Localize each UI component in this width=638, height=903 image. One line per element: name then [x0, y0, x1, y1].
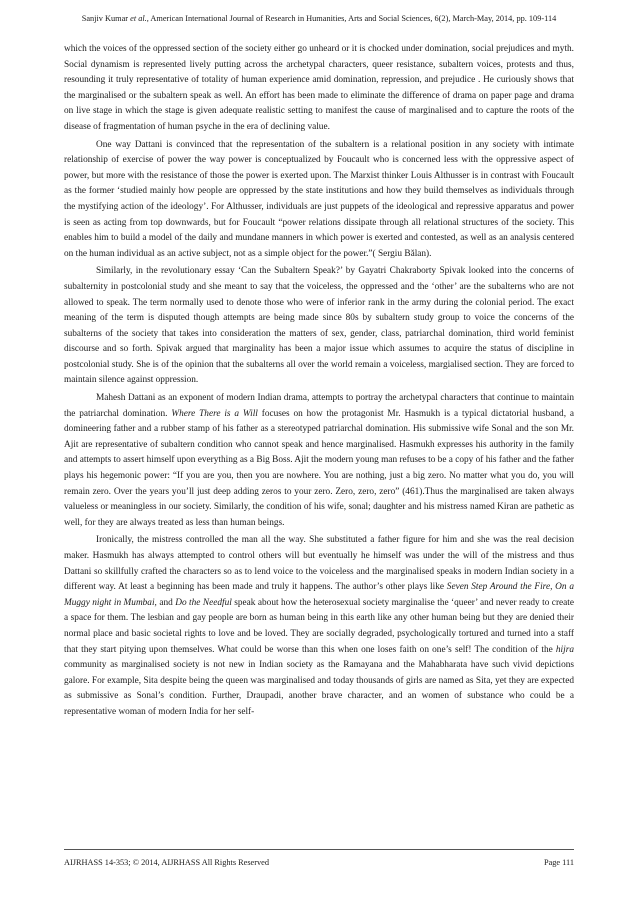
- page-footer: [64, 858, 574, 868]
- paragraph-5-text-d: community as marginalised society is not new in Indian society as the Ramayana and the Mahabharata have such vivid depictions galore. For example, Sita despite being the queen was marginalised and today thousands of girls are named as Sita, yet they are expected as submissive as Sonal’s condition. Further, Draupadi, another brave character, and an women of substance who could be a representative woman of modern India for her self-: [64, 660, 574, 717]
- paragraph-4-text-b: focuses on how the protagonist Mr. Hasmukh is a typical dictatorial husband, a domineering father and a rubber stamp of his father as a stereotyped patriarchal domination. His submissive wife Sonal and the son Mr. Ajit are representative of subaltern condition who cannot speak and hence marginalised. Hasmukh expresses his authority in the family and attempts to assert himself upon everything as a Big Boss. Ajit the modern young man refuses to be a copy of his father and the father plays his hegemonic power: “If you are you, then you are nowhere. You are nothing, just a big zero. No matter what you do, you will remain zero. Over the years you’ll just deep adding zeros to your zero. Zero, zero, zero” (461).Thus the marginalised are taken always valueless or meaningless in our society. Similarly, the condition of his wife, sonal; daughter and his mistress named Kiran are pathetic as well, for they are always treated as less than human beings.: [64, 408, 574, 528]
- page-number: Page 111: [543, 858, 574, 867]
- paragraph-4: [64, 391, 574, 531]
- paragraph-2: One way Dattani is convinced that the representation of the subaltern is a relational position in any society with intimate relationship of exercise of power the way power is conceptualized by Foucault who is concerned less with the oppressive aspect of power, but more with the resistance of those the power is exerted upon. The Marxist thinker Louis Althusser is in contrast with Foucault as the former ‘studied mainly how people are oppressed by the state institutions and how they build themselves as individuals through the mystifying action of the ideology’. For Althusser, individuals are just puppets of the ideological and repressive apparatus and power is seen as acting from top downwards, but for Foucault “power relations dissipate through all relational structures of the society. This enables him to build a model of the daily and mundane manners in which power is exerted and contested, as well as an analysis centered on the human individual as an active subject, not as a simple object for the power.”( Sergiu Bălan).: [64, 139, 574, 259]
- footer-copyright: AIJRHASS 14-353; © 2014, AIJRHASS All Rights Reserved: [64, 858, 269, 867]
- paragraph-3: Similarly, in the revolutionary essay ‘Can the Subaltern Speak?’ by Gayatri Chakraborty Spivak looked into the concerns of subalternity in postcolonial study and she meant to say that the voiceless, the oppressed and the ‘other’ are the subalterns who are not allowed to speak. The term normally used to denote those who were of inferior rank in the army during the colonial period. The exact meaning of the term is disputed though attempts are being made since 80s by subaltern study group to voice the concerns of the subalterns of the society that takes into consideration the matters of sex, gender, class, patriarchal domination, third world feminist discourse and so forth. Spivak argued that marginality has been a major issue which assumes to acquire the status of discipline in postcolonial study. She is of the opinion that the subalterns all over the world remain a voiceless, margialised section. They are forced to maintain silence against oppression.: [64, 266, 574, 386]
- footer-divider: [64, 849, 574, 850]
- play-title-do-the-needful: Do the Needful: [175, 597, 232, 608]
- article-body: [64, 42, 574, 850]
- paragraph-5: [64, 533, 574, 720]
- paragraph-5-text-a: Ironically, the mistress controlled the man all the way. She substituted a father figure for him and she was the real decision maker. Hasmukh has always attempted to control others will but eventually he himself was under the will of the mistress and thus Dattani so skillfully crafted the characters so as to lend voice to the voiceless and the marginalised speaks in modern Indian society in a different way. At least a beginning has been made and truly it happens. The author’s other plays like: [64, 535, 574, 593]
- running-header: [64, 14, 574, 24]
- term-hijra: hijra: [555, 644, 574, 655]
- header-author: Sanjiv Kumar: [81, 14, 131, 23]
- paragraph-1: which the voices of the oppressed section of the society either go unheard or it is chocked under domination, social prejudices and myth. Social dynamism is represented lively putting across the archetypal characters, queer resistance, subaltern voices, protests and thus, resounding it truly representative of totality of human experience amid domination, repression, and prejudice . He curiously shows that the marginalised or the subaltern speak as well. An effort has been made to eliminate the difference of drama on paper page and drama on live stage in which the stage is given adequate realistic setting to manifest the cause of marginalised and to capture the roots of the disease of fragmentation of human psyche in the era of declining value.: [64, 44, 574, 132]
- paragraph-5-text-c: speak about how the heterosexual society marginalise the ‘queer’ and never ready to create a space for them. The lesbian and gay people are born as human being in this earth like any other human being but they are denied their normal place and basic societal rights to love and be loved. They are socially degraded, psychologically tortured and turned into a staff that they start pitying upon themselves. What could be worse than this when one loses faith on one’s self! The condition of the: [64, 597, 574, 655]
- paragraph-5-text-b: and: [156, 597, 176, 608]
- play-title-where-there-is-a-will: Where There is a Will: [171, 408, 258, 419]
- header-etal: et al.: [130, 14, 147, 23]
- paragraph-4-text-a: Mahesh Dattani as an exponent of modern Indian drama, attempts to portray the archetypal characters that continue to maintain the patriarchal domination.: [64, 393, 574, 419]
- play-titles-seven-steps-muggy-night: Seven Step Around the Fire, On a Muggy night in Mumbai,: [64, 582, 574, 608]
- header-citation: , American International Journal of Research in Humanities, Arts and Social Sciences, 6(2), March-May, 2014, pp. 109-114: [146, 14, 557, 23]
